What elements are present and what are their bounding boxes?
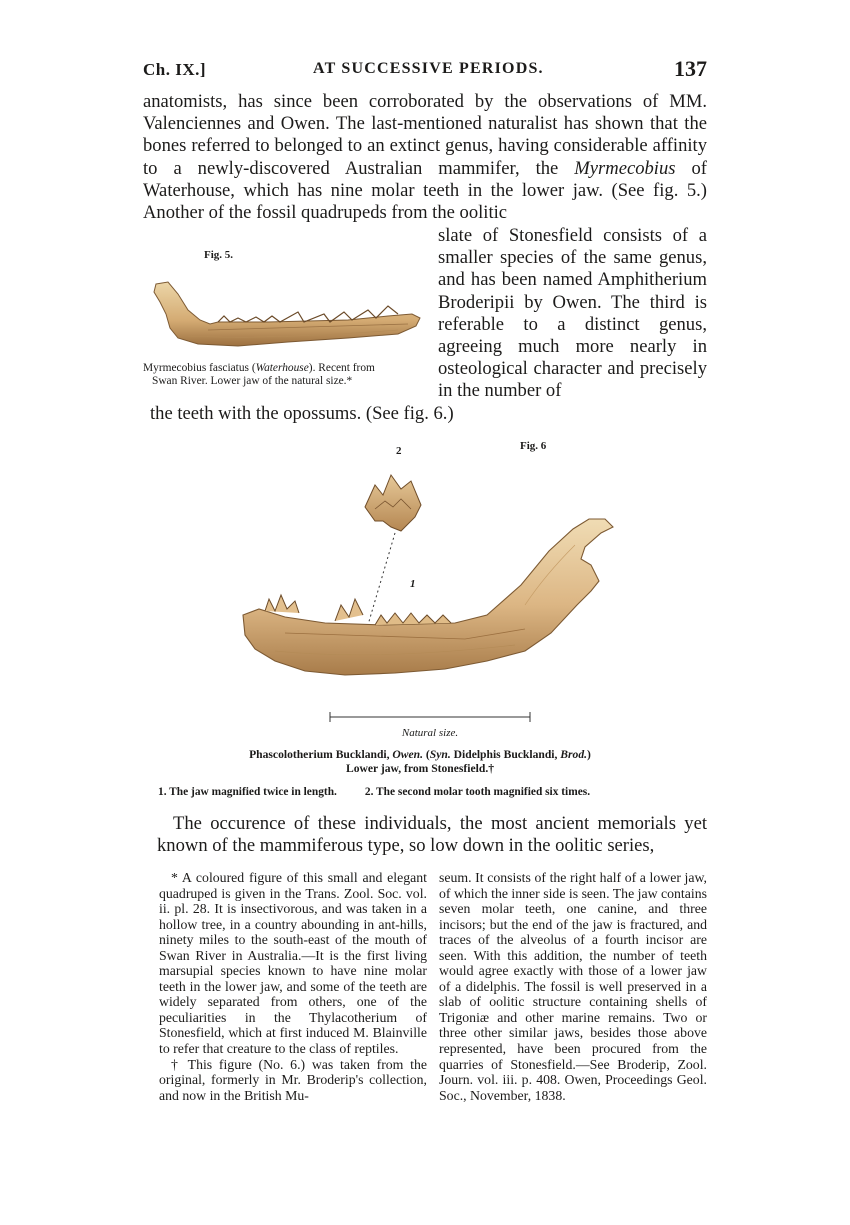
genus-name-myrmecobius: Myrmecobius: [574, 157, 676, 179]
phascolotherium-lower-jaw: [243, 519, 613, 675]
magnified-molar-tooth: [365, 475, 421, 531]
fig5-caption-line2: Swan River. Lower jaw of the natural size.*: [152, 375, 353, 387]
paragraph-1-tail: the teeth with the opossums. (See fig. 6.): [150, 403, 454, 424]
fig6-caption-line2: Lower jaw, from Stonesfield.†: [345, 761, 495, 775]
fig6-marker-2: 2: [396, 445, 402, 457]
fig6-jaw-illustration: [225, 455, 655, 735]
fig6-legend: [158, 786, 718, 798]
paragraph-1: [143, 91, 707, 224]
fig5-jaw-illustration: [148, 254, 428, 354]
running-title: AT SUCCESSIVE PERIODS.: [313, 60, 544, 77]
fig6-marker-1: 1: [410, 578, 416, 590]
fig6-caption-b: (: [423, 748, 430, 761]
fig6-label: Fig. 6: [520, 440, 547, 452]
footnote-dagger-continued: seum. It consists of the right half of a lower jaw, of which the inner side is seen. The jaw contains seven molar teeth, one canine, and three incisors; but the end of the jaw is fractured, and traces of the alveolus of a fourth incisor are seen. With this addition, the number of teeth would agree exactly with those of a lower jaw of a didelphis. The fossil is well preserved in a slab of oolitic structure containing shells of Trigoniæ and other marine remains. Two or three other similar jaws, besides those above represented, have been procured from the quarries of Stonesfield.—See Broderip, Zool. Journ. vol. iii. p. 408. Owen, Proceedings Geol. Soc., November, 1838.: [439, 870, 707, 1103]
fig6-caption-c: Didelphis Bucklandi,: [450, 748, 561, 761]
fig6-caption-a: Phascolotherium Bucklandi,: [249, 748, 393, 761]
fig5-caption-a: Myrmecobius fasciatus (: [143, 362, 256, 374]
fig5-caption-author: Waterhouse: [255, 362, 309, 374]
fig5-label: Fig. 5.: [204, 249, 234, 261]
fig6-caption-d: ): [587, 748, 591, 761]
fig6-legend-2: 2. The second molar tooth magnified six times.: [364, 786, 591, 798]
paragraph-1-wrap: slate of Stonesfield consists of a smaller species of the same genus, and has been named Amphitherium Broderipii by Owen. The third is referable to a distinct genus, agreeing much more nearly in osteological character and precisely in the number of: [438, 225, 707, 402]
fig6-legend-1: 1. The jaw magnified twice in length.: [158, 786, 337, 798]
fig6-caption-brod: Brod.: [560, 748, 588, 761]
fig6-caption: [150, 748, 690, 775]
page-number: 137: [674, 56, 707, 81]
running-head: [143, 58, 707, 84]
fig5-caption-b: ). Recent from: [308, 362, 375, 374]
fig6-caption-syn: Syn.: [429, 748, 451, 761]
scale-bar-label: Natural size.: [401, 727, 459, 739]
footnotes-right-column: [439, 870, 707, 1103]
fig5-caption: [143, 362, 435, 388]
footnote-dagger: † This figure (No. 6.) was taken from the original, formerly in Mr. Broderip's collection, and now in the British Mu-: [159, 1056, 427, 1103]
footnotes-left-column: [159, 870, 427, 1103]
paragraph-2: The occurence of these individuals, the most ancient memorials yet known of the mammiferous type, so low down in the oolitic series,: [157, 813, 707, 857]
paragraph-1-text-a: anatomists, has since been corroborated by the observations of MM. Valenciennes and Owen. The last-mentioned naturalist has shown that the bones referred to belonged to an extinct genus, having considerable affinity to a newly-discovered Australian mammifer, the: [143, 91, 707, 179]
chapter-label: Ch. IX.]: [143, 60, 207, 79]
footnote-star: * A coloured figure of this small and elegant quadruped is given in the Trans. Zool. Soc. vol. ii. pl. 28. It is insectivorous, and was taken in a hollow tree, in a country abounding in ant-hills, ninety miles to the south-east of the mouth of Swan River in Australia.—It is the first living marsupial species known to have nine molar teeth in the lower jaw, and some of the teeth are widely separated from others, one of the peculiarities in the Thylacotherium of Stonesfield, which at first induced M. Blainville to refer that creature to the class of reptiles.: [159, 870, 427, 1057]
fig6-caption-owen: Owen.: [392, 748, 424, 761]
paragraph-1-text-b: of Waterhouse, which has nine molar teeth in the lower jaw. (See fig. 5.) Another of the fossil quadrupeds from the oolitic: [143, 157, 707, 224]
